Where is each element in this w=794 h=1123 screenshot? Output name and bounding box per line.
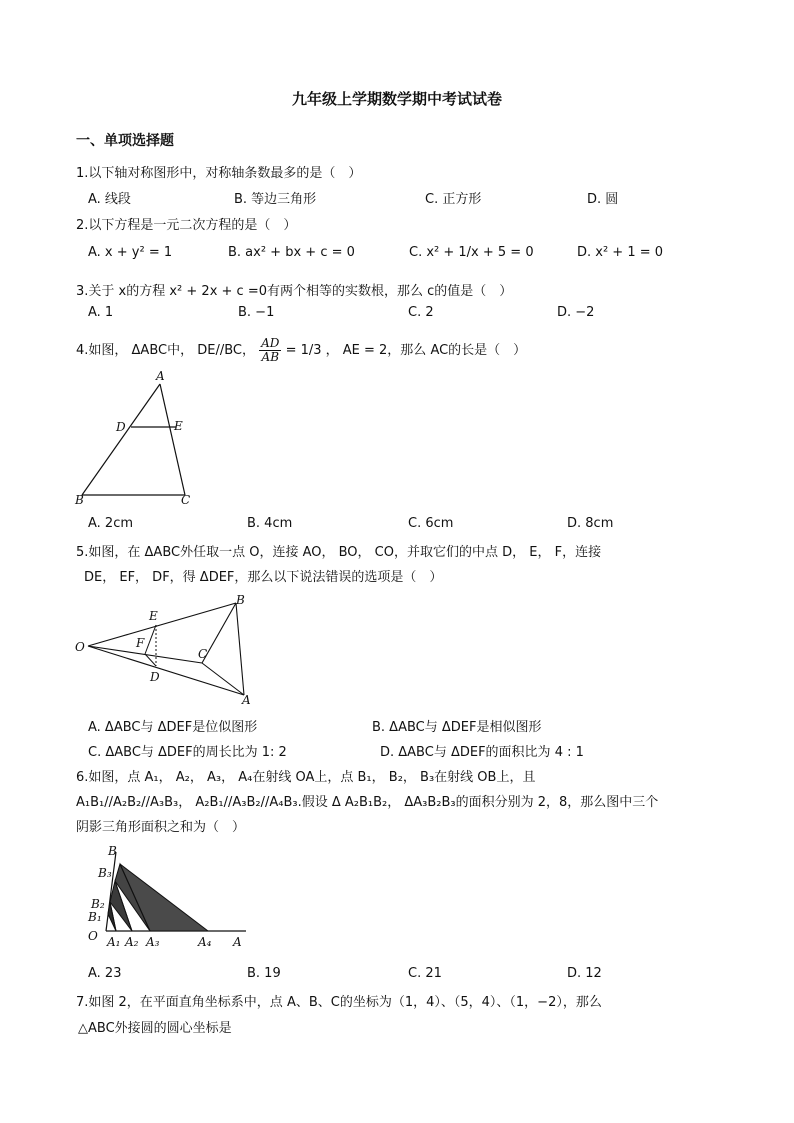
section-heading: 一、单项选择题 xyxy=(76,133,174,149)
q5-label-f: F xyxy=(136,636,145,650)
q6-label-a4: A₄ xyxy=(198,935,212,949)
question-5-stem-line-2: DE， EF， DF，得 ΔDEF，那么以下说法错误的选项是（ ） xyxy=(84,570,443,585)
q4-fraction-numerator: AD xyxy=(261,336,280,350)
q3-option-b[interactable]: B. −1 xyxy=(238,305,275,320)
q4-option-b[interactable]: B. 4cm xyxy=(247,516,293,531)
q5-option-a[interactable]: A. ΔABC与 ΔDEF是位似图形 xyxy=(88,720,258,735)
q5-option-b[interactable]: B. ΔABC与 ΔDEF是相似图形 xyxy=(372,720,542,735)
q5-label-c: C xyxy=(198,647,208,661)
q5-homothety-figure xyxy=(72,592,262,706)
question-7-stem-line-1: 7.如图 2，在平面直角坐标系中，点 A、B、C的坐标为（1，4）、（5，4）、（1，−2），那么 xyxy=(76,995,602,1010)
q6-label-a: A xyxy=(233,935,242,949)
q4-triangle-figure xyxy=(72,368,202,508)
q5-label-e: E xyxy=(149,609,158,623)
q4-label-b: B xyxy=(75,493,84,507)
q6-option-b[interactable]: B. 19 xyxy=(247,966,281,981)
q5-option-c[interactable]: C. ΔABC与 ΔDEF的周长比为 1: 2 xyxy=(88,745,287,760)
question-5-stem-line-1: 5.如图，在 ΔABC外任取一点 O，连接 AO， BO， CO，并取它们的中点 D， E， F，连接 xyxy=(76,545,602,560)
q6-label-o: O xyxy=(88,929,98,943)
question-4-stem xyxy=(76,337,526,364)
q1-option-d[interactable]: D. 圆 xyxy=(587,192,619,207)
q2-option-d[interactable]: D. x² + 1 = 0 xyxy=(577,245,664,260)
q3-option-a[interactable]: A. 1 xyxy=(88,305,114,320)
q6-option-d[interactable]: D. 12 xyxy=(567,966,602,981)
q4-option-c[interactable]: C. 6cm xyxy=(408,516,454,531)
q4-fraction-denominator: AB xyxy=(261,350,280,364)
q6-option-c[interactable]: C. 21 xyxy=(408,966,442,981)
q4-label-d: D xyxy=(116,420,126,434)
q6-label-a2: A₂ xyxy=(125,935,139,949)
q6-shaded-triangles-figure xyxy=(80,842,260,954)
q6-label-a3: A₃ xyxy=(146,935,160,949)
q4-fraction xyxy=(259,337,281,364)
q5-label-d: D xyxy=(150,670,160,684)
question-6-stem-line-3: 阴影三角形面积之和为（ ） xyxy=(76,820,246,835)
q6-label-b3: B₃ xyxy=(98,866,112,880)
q4-stem-part-a: 4.如图， ΔABC中， DE//BC， xyxy=(76,343,255,358)
page-title: 九年级上学期数学期中考试试卷 xyxy=(291,90,502,108)
q6-label-b: B xyxy=(108,844,117,858)
q4-option-d[interactable]: D. 8cm xyxy=(567,516,614,531)
q6-label-b2: B₂ xyxy=(91,897,105,911)
q2-option-b[interactable]: B. ax² + bx + c = 0 xyxy=(228,245,355,260)
question-6-stem-line-2: A₁B₁//A₂B₂//A₃B₃， A₂B₁//A₃B₂//A₄B₃.假设 Δ A₂B₁B₂， ΔA₃B₂B₃的面积分别为 2，8，那么图中三个 xyxy=(76,795,659,810)
q3-option-c[interactable]: C. 2 xyxy=(408,305,434,320)
q5-label-b: B xyxy=(236,593,245,607)
question-1-stem: 1.以下轴对称图形中，对称轴条数最多的是（ ） xyxy=(76,166,362,181)
question-7-stem-line-2: △ABC外接圆的圆心坐标是 xyxy=(78,1021,232,1036)
q5-label-o: O xyxy=(75,640,85,654)
question-6-stem-line-1: 6.如图，点 A₁， A₂， A₃， A₄在射线 OA上，点 B₁， B₂， B₃在射线 OB上，且 xyxy=(76,770,536,785)
q1-option-b[interactable]: B. 等边三角形 xyxy=(234,192,317,207)
question-3-stem: 3.关于 x的方程 x² + 2x + c =0有两个相等的实数根，那么 c的值是（ ） xyxy=(76,284,513,299)
q4-label-e: E xyxy=(174,419,183,433)
q2-option-a[interactable]: A. x + y² = 1 xyxy=(88,245,173,260)
q5-option-d[interactable]: D. ΔABC与 ΔDEF的面积比为 4 : 1 xyxy=(380,745,584,760)
q6-label-b1: B₁ xyxy=(88,910,102,924)
q6-label-a1: A₁ xyxy=(107,935,121,949)
q5-label-a: A xyxy=(242,693,251,706)
q4-option-a[interactable]: A. 2cm xyxy=(88,516,134,531)
q1-option-a[interactable]: A. 线段 xyxy=(88,192,131,207)
q3-option-d[interactable]: D. −2 xyxy=(557,305,595,320)
q4-stem-part-b: = 1/3 ， AE = 2，那么 AC的长是（ ） xyxy=(285,343,527,358)
q4-label-c: C xyxy=(181,493,191,507)
question-2-stem: 2.以下方程是一元二次方程的是（ ） xyxy=(76,218,297,233)
q4-label-a: A xyxy=(156,369,165,383)
q2-option-c[interactable]: C. x² + 1/x + 5 = 0 xyxy=(409,245,534,260)
q1-option-c[interactable]: C. 正方形 xyxy=(425,192,482,207)
q6-option-a[interactable]: A. 23 xyxy=(88,966,122,981)
